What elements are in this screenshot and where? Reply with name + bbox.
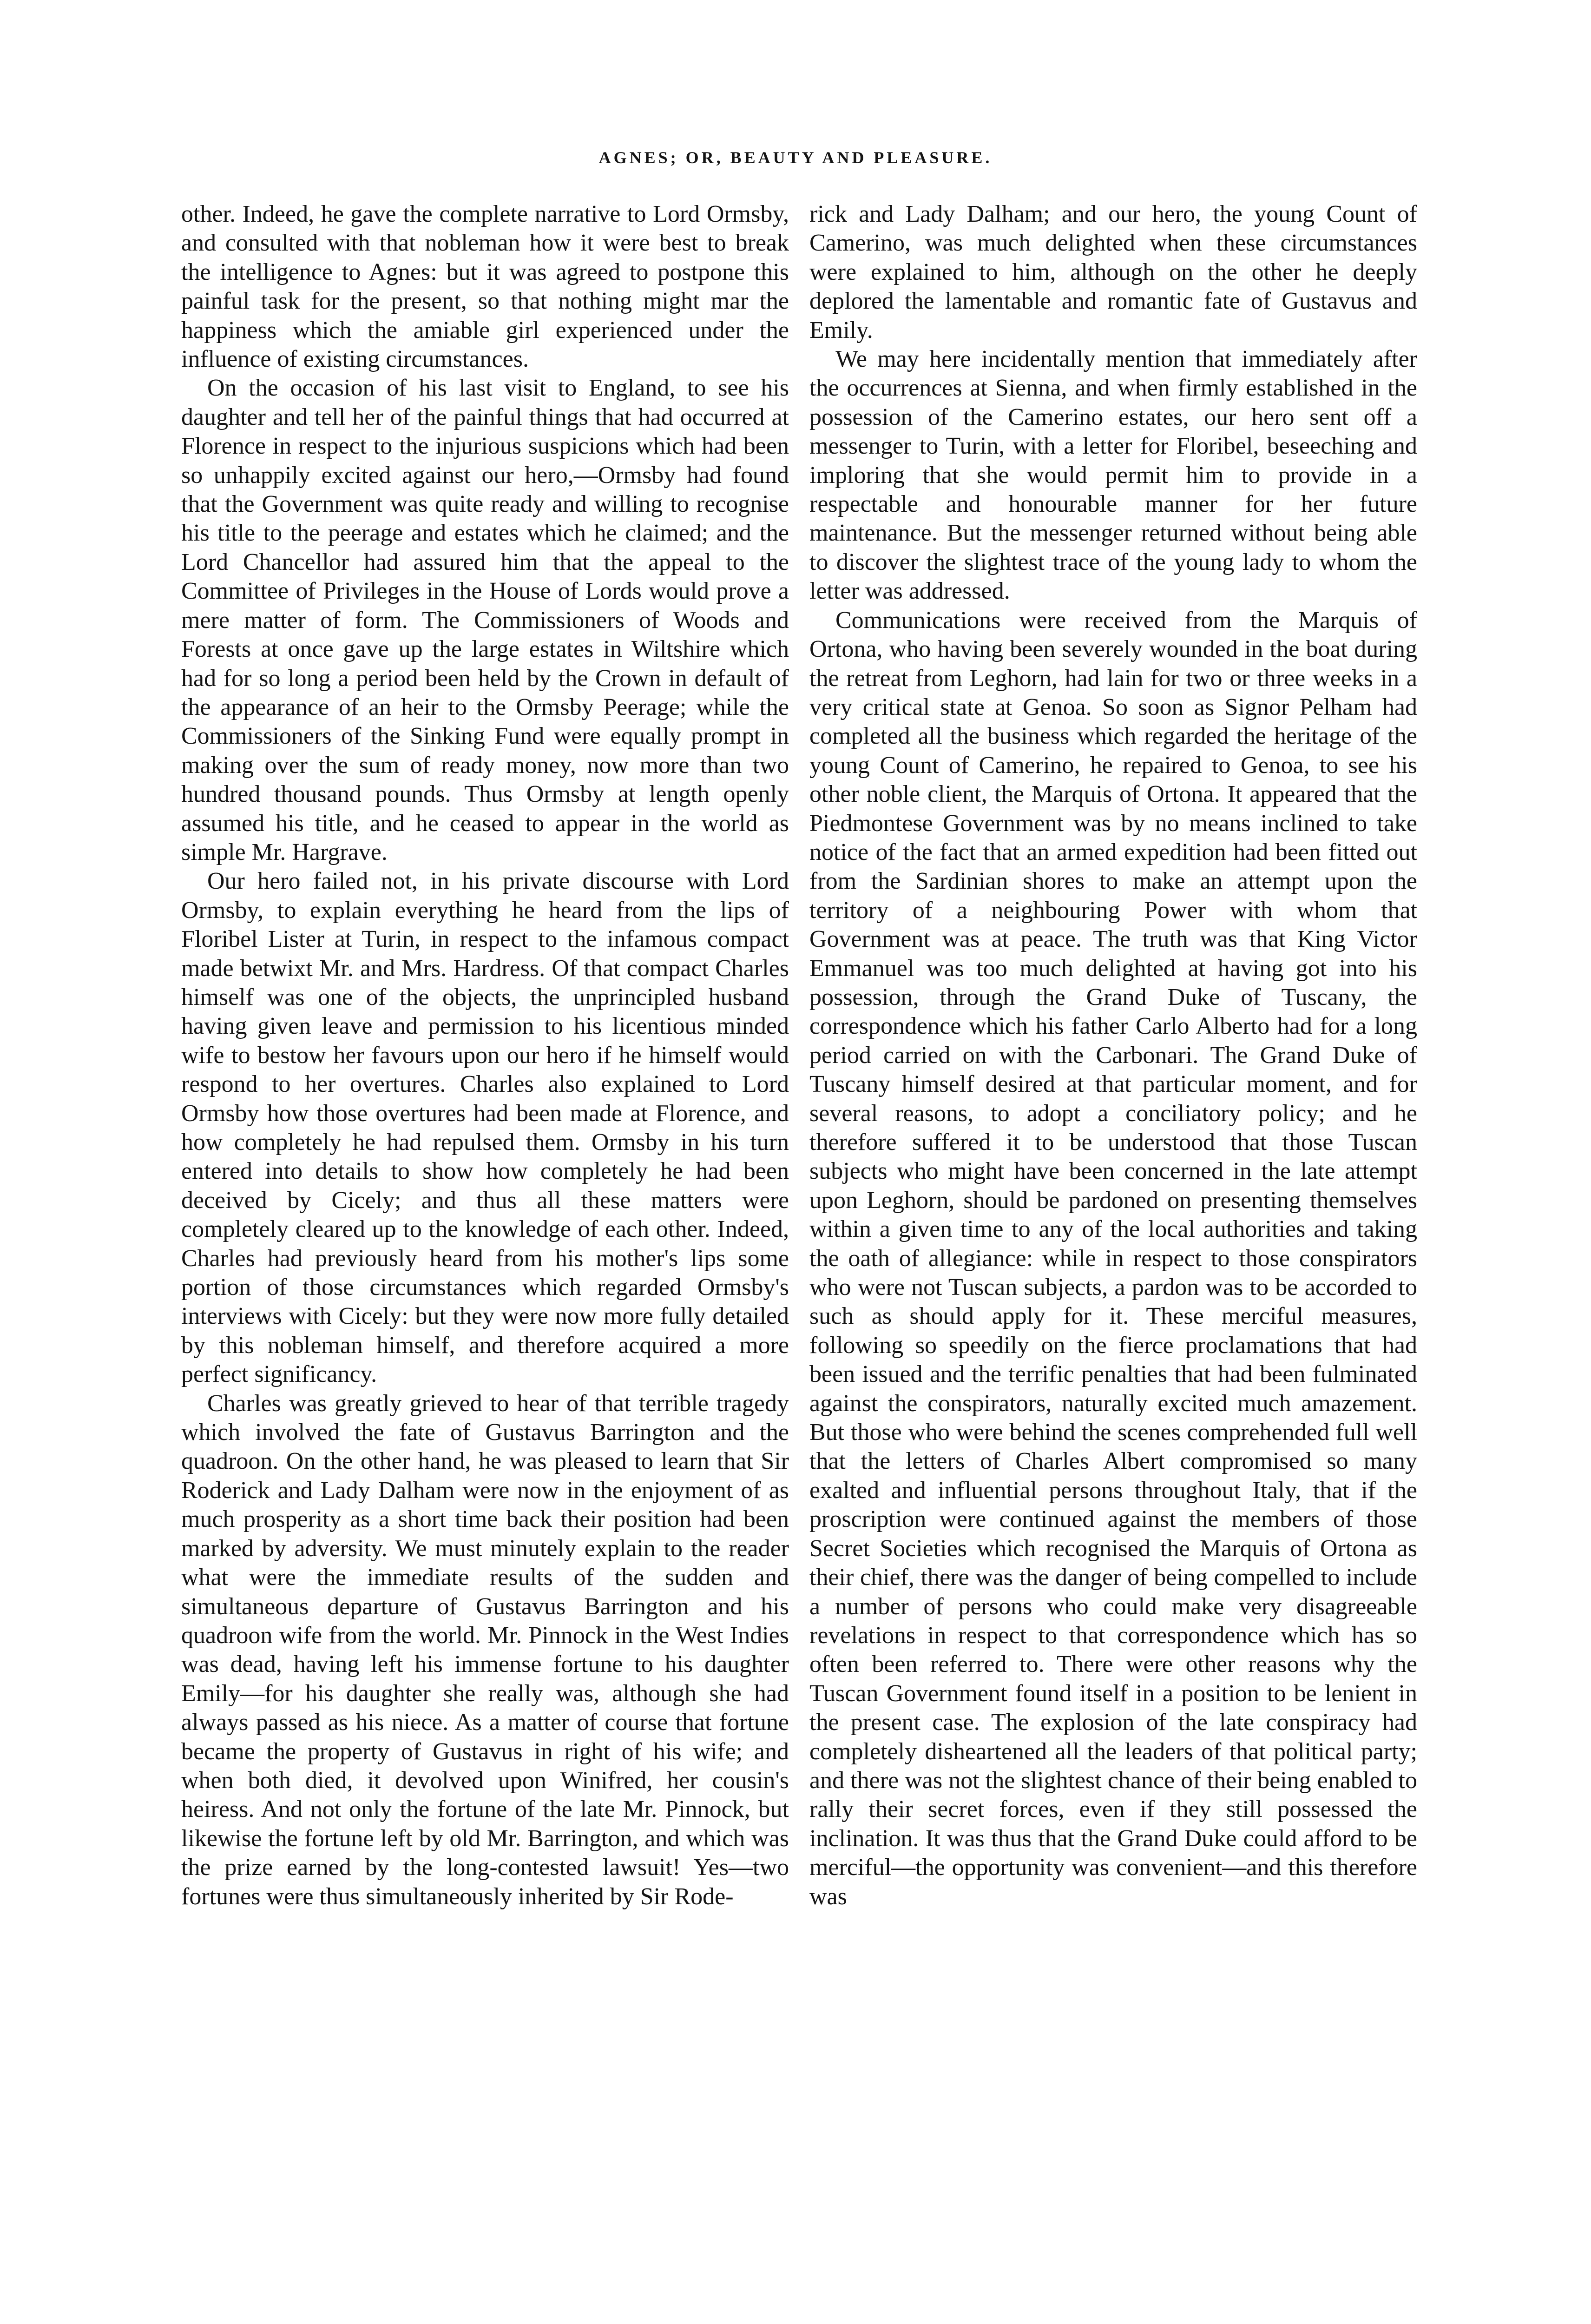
paragraph: Charles was greatly grieved to hear of that terrible tragedy which involved the fate of Gustavus Barrington and the quadroon. On the other hand, he was pleased to learn that Sir Roderick and Lady Dalham were now in the enjoyment of as much prosperity as a short time back their position had been marked by adversity. We must minutely explain to the reader what were the immediate results of the sudden and simultaneous departure of Gustavus Barrington and his quadroon wife from the world. Mr. Pinnock in the West Indies was dead, having left his immense fortune to his daughter Emily—for his daughter she really was, although she had always passed as his niece. As a matter of course that fortune became the property of Gustavus in right of his wife; and when both died, it devolved upon Winifred, her cousin's heiress. And not only the fortune of the late Mr. Pinnock, but likewise the fortune left by old Mr. Barrington, and which was the prize earned by the long-contested lawsuit! Yes—two fortunes were thus simultaneously inherited by Sir Rode- xyxy=(181,1390,789,1910)
paragraph: Our hero failed not, in his private discourse with Lord Ormsby, to explain everything he heard from the lips of Floribel Lister at Turin, in respect to the infamous compact made betwixt Mr. and Mrs. Hardress. Of that compact Charles himself was one of the objects, the unprincipled husband having given leave and permission to his licentious minded wife to bestow her favours upon our hero if he himself would respond to her overtures. Charles also explained to Lord Ormsby how those overtures had been made at Florence, and how completely he had repulsed them. Ormsby in his turn entered into details to show how completely he had been deceived by Cicely; and thus all these matters were completely cleared up to the knowledge of each other. Indeed, Charles had previously heard from his mother's lips some portion of those circumstances which regarded Ormsby's interviews with Cicely: but they were now more fully detailed by this nobleman himself, and therefore acquired a more perfect significancy. xyxy=(181,868,789,1388)
running-head: AGNES; OR, BEAUTY AND PLEASURE. xyxy=(598,148,993,167)
paragraph: We may here incidentally mention that immediately after the occurrences at Sienna, and when firmly established in the possession of the Camerino estates, our hero sent off a messenger to Turin, with a letter for Floribel, beseeching and imploring that she would permit him to provide in a respectable and honourable manner for her future maintenance. But the messenger returned without being able to discover the slightest trace of the young lady to whom the letter was addressed. xyxy=(809,346,1417,605)
paragraph: other. Indeed, he gave the complete narrative to Lord Ormsby, and consulted with that nobleman how it were best to break the intelligence to Agnes: but it was agreed to postpone this painful task for the present, so that nothing might mar the happiness which the amiable girl experienced under the influence of existing circumstances. xyxy=(181,201,789,373)
paragraph: On the occasion of his last visit to England, to see his daughter and tell her of the painful things that had occurred at Florence in respect to the injurious suspicions which had been so unhappily excited against our hero,—Ormsby had found that the Government was quite ready and willing to recognise his title to the peerage and estates which he claimed; and the Lord Chancellor had assured him that the appeal to the Committee of Privileges in the House of Lords would prove a mere matter of form. The Commissioners of Woods and Forests at once gave up the large estates in Wiltshire which had for so long a period been held by the Crown in default of the appearance of an heir to the Ormsby Peerage; while the Commissioners of the Sinking Fund were equally prompt in making over the sum of ready money, now more than two hundred thousand pounds. Thus Ormsby at length openly assumed his title, and he ceased to appear in the world as simple Mr. Hargrave. xyxy=(181,375,789,865)
paragraph: Communications were received from the Marquis of Ortona, who having been severely wounded in the boat during the retreat from Leghorn, had lain for two or three weeks in a very critical state at Genoa. So soon as Signor Pelham had completed all the business which regarded the heritage of the young Count of Camerino, he repaired to Genoa, to see his other noble client, the Marquis of Ortona. It appeared that the Piedmontese Government was by no means inclined to take notice of the fact that an armed expedition had been fitted out from the Sardinian shores to make an attempt upon the territory of a neighbouring Power with whom that Government was at peace. The truth was that King Victor Emmanuel was too much delighted at having got into his possession, through the Grand Duke of Tuscany, the correspondence which his father Carlo Alberto had for a long period carried on with the Carbonari. The Grand Duke of Tuscany himself desired at that particular moment, and for several reasons, to adopt a conciliatory policy; and he therefore suffered it to be understood that those Tuscan subjects who might have been concerned in the late attempt upon Leghorn, should be pardoned on presenting themselves within a given time to any of the local authorities and taking the oath of allegiance: while in respect to those conspirators who were not Tuscan subjects, a pardon was to be accorded to such as should apply for it. These merciful measures, following so speedily on the fierce proclamations that had been issued and the terrific penalties that had been fulminated against the conspirators, naturally excited much amazement. But those who were behind the scenes comprehended full well that the letters of Charles Albert compromised so many exalted and influential persons throughout Italy, that if the proscription were continued against the members of those Secret Societies which recognised the Marquis of Ortona as their chief, there was the danger of being compelled to include a number of persons who could make very disagreeable revelations in respect to that correspondence which has so often been referred to. There were other reasons why the Tuscan Government found itself in a position to be lenient in the present case. The explosion of the late conspiracy had completely disheartened all the leaders of that political party; and there was not the slightest chance of their being enabled to rally their secret forces, even if they still possessed the inclination. It was thus that the Grand Duke could afford to be merciful—the opportunity was convenient—and this therefore was xyxy=(809,607,1417,1910)
right-column xyxy=(809,200,1417,2319)
left-column xyxy=(181,200,789,2319)
paragraph: rick and Lady Dalham; and our hero, the young Count of Camerino, was much delighted when these circumstances were explained to him, although on the other he deeply deplored the lamentable and romantic fate of Gustavus and Emily. xyxy=(809,201,1417,343)
